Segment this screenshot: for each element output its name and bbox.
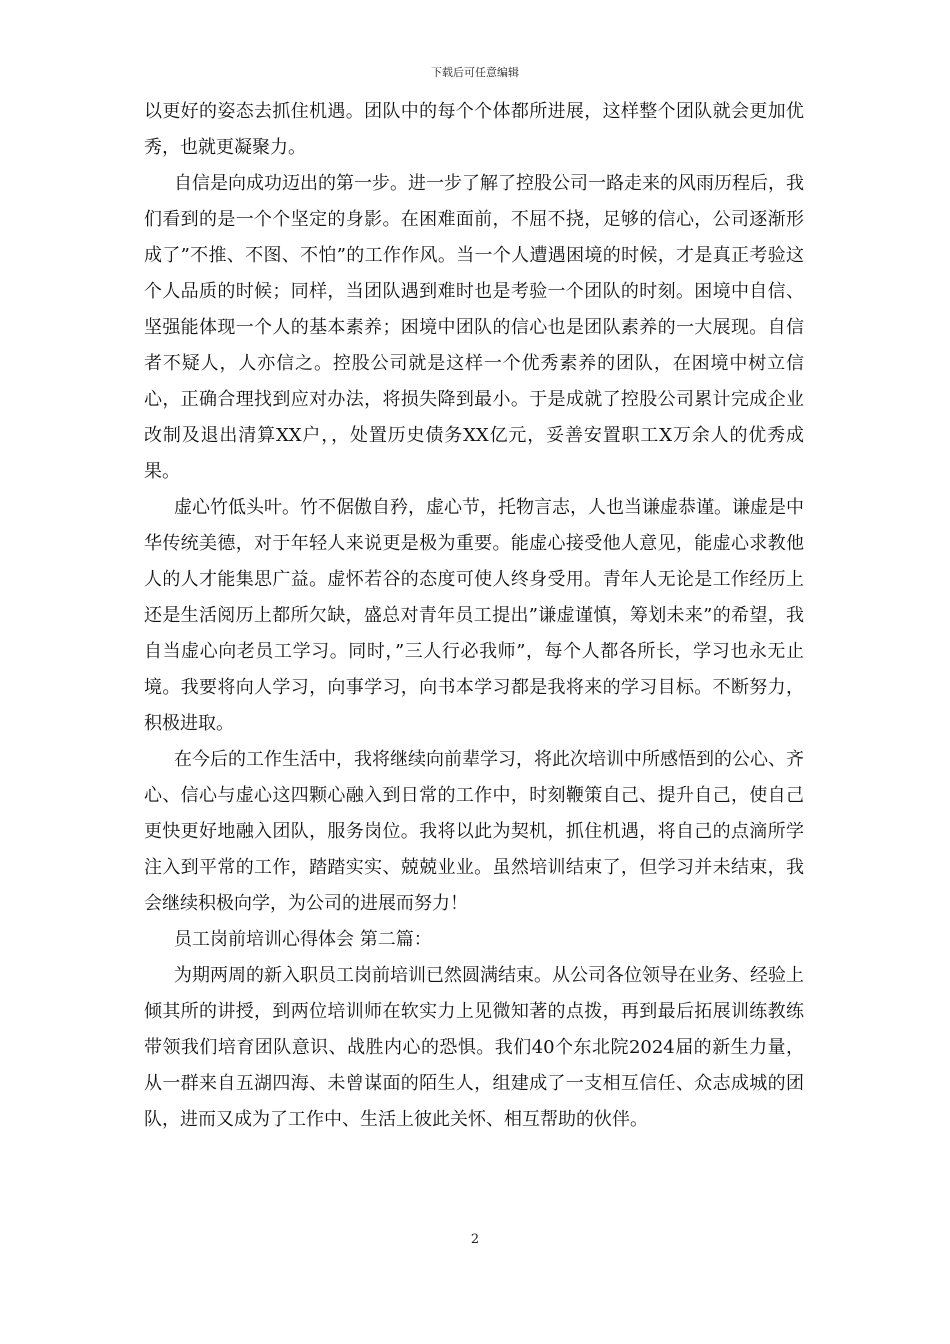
paragraph-future: 在今后的工作生活中，我将继续向前辈学习，将此次培训中所感悟到的公心、齐心、信心与虚心这四颗心融入到日常的工作中，时刻鞭策自己、提升自己，使自己更快更好地融入团队，服务岗位。我将以此为契机，抓住机遇，将自己的点滴所学注入到平常的工作，踏踏实实、兢兢业业。虽然培训结束了，但学习并未结束，我会继续积极向学，为公司的进展而努力！ xyxy=(144,749,804,914)
page-header: 下载后可任意编辑 xyxy=(431,66,519,79)
section-heading: 员工岗前培训心得体会 第二篇： xyxy=(174,929,432,950)
body-text xyxy=(144,94,804,1138)
paragraph-continuation: 以更好的姿态去抓住机遇。团队中的每个个体都所进展，这样整个团队就会更加优秀，也就更凝聚力。 xyxy=(144,101,804,158)
page-number: 2 xyxy=(470,1232,480,1247)
paragraph-training-summary: 为期两周的新入职员工岗前培训已然圆满结束。从公司各位领导在业务、经验上倾其所的讲授，到两位培训师在软实力上见微知著的点拨，再到最后拓展训练教练带领我们培育团队意识、战胜内心的恐惧。我们40个东北院2024届的新生力量，从一群来自五湖四海、未曾谋面的陌生人，组建成了一支相互信任、众志成城的团队，进而又成为了工作中、生活上彼此关怀、相互帮助的伙伴。 xyxy=(144,965,804,1130)
paragraph-confidence: 自信是向成功迈出的第一步。进一步了解了控股公司一路走来的风雨历程后，我们看到的是一个个坚定的身影。在困难面前，不屈不挠，足够的信心，公司逐渐形成了”不推、不图、不怕”的工作作风。当一个人遭遇困境的时候，才是真正考验这个人品质的时候；同样，当团队遇到难时也是考验一个团队的时刻。困境中自信、坚强能体现一个人的基本素养；困境中团队的信心也是团队素养的一大展现。自信者不疑人，人亦信之。控股公司就是这样一个优秀素养的团队，在困境中树立信心，正确合理找到应对办法，将损失降到最小。于是成就了控股公司累计完成企业改制及退出清算XX户，，处置历史债务XX亿元，妥善安置职工X万余人的优秀成果。 xyxy=(144,173,804,482)
paragraph-humility: 虚心竹低头叶。竹不倨傲自矜，虚心节，托物言志，人也当谦虚恭谨。谦虚是中华传统美德，对于年轻人来说更是极为重要。能虚心接受他人意见，能虚心求教他人的人才能集思广益。虚怀若谷的态度可使人终身受用。青年人无论是工作经历上还是生活阅历上都所欠缺，盛总对青年员工提出”谦虚谨慎，筹划未来”的希望，我自当虚心向老员工学习。同时，”三人行必我师”，每个人都各所长，学习也永无止境。我要将向人学习，向事学习，向书本学习都是我将来的学习目标。不断努力，积极进取。 xyxy=(144,497,804,734)
